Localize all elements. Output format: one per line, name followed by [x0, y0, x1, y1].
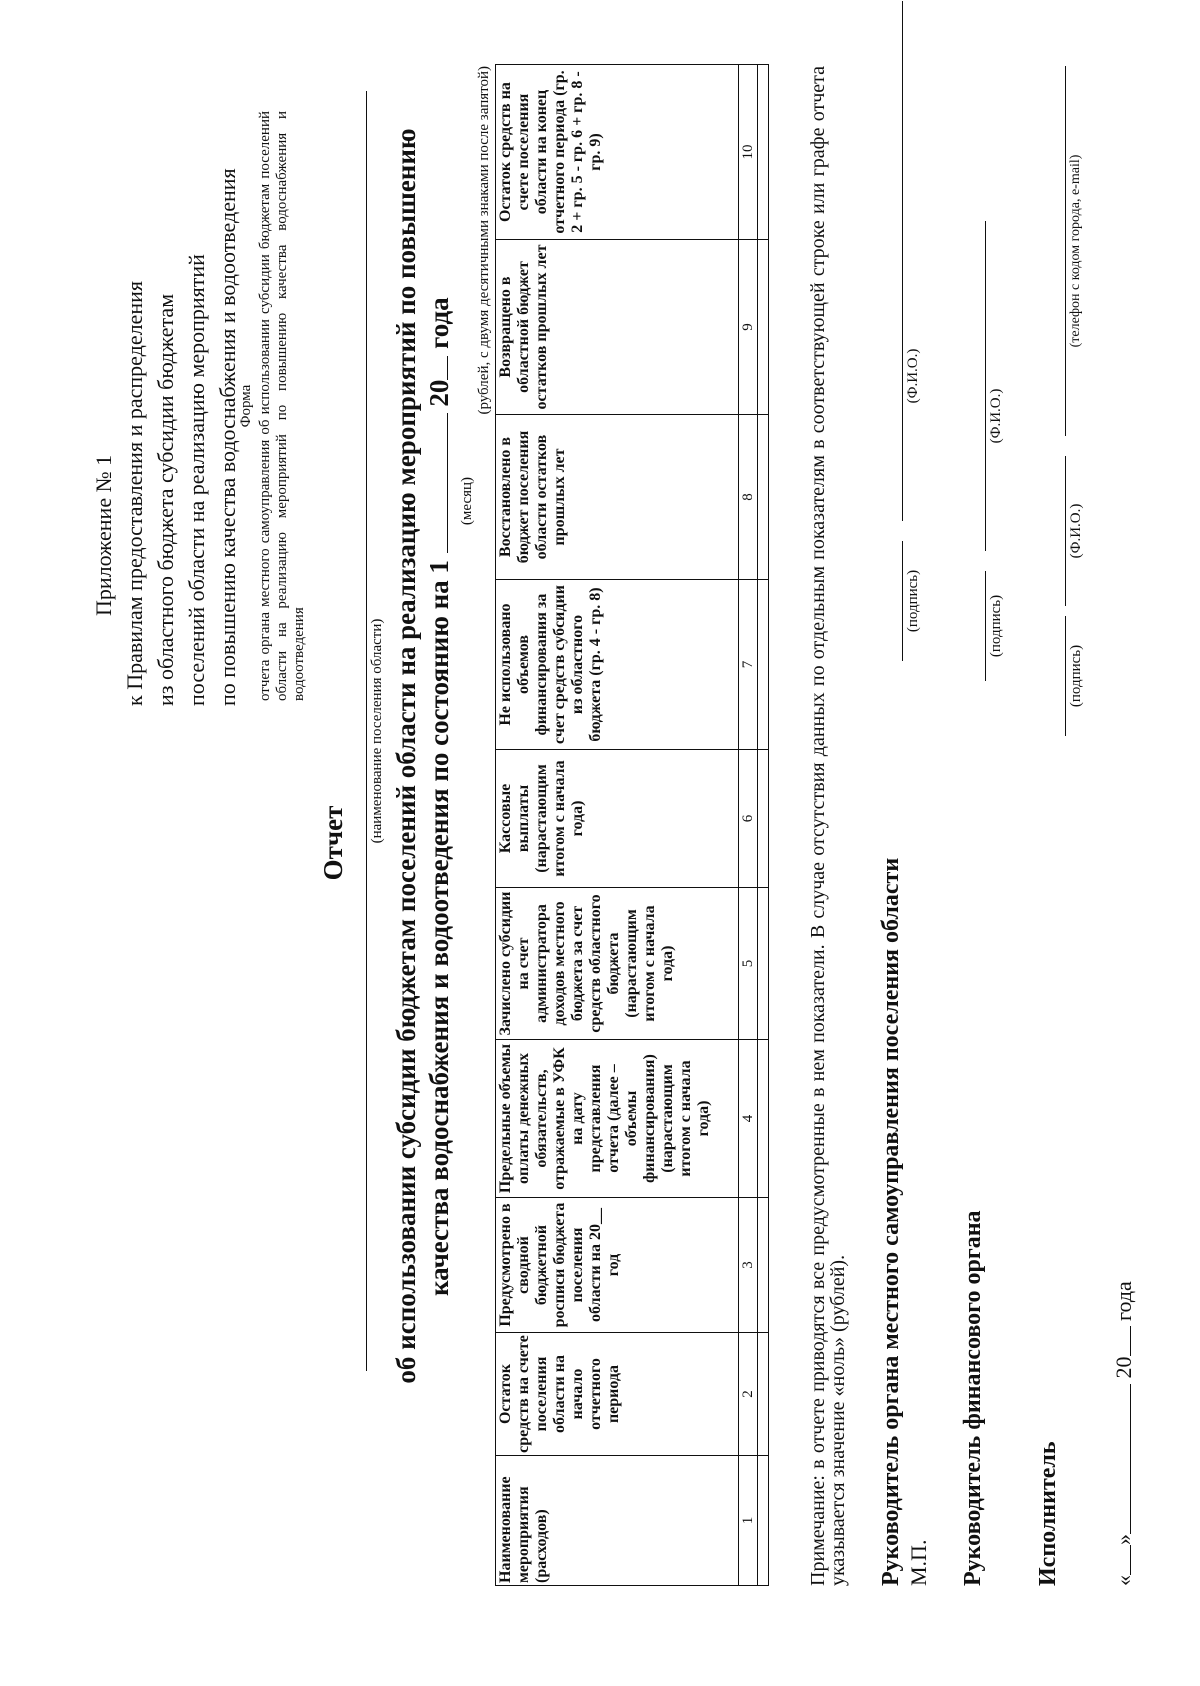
- settlement-name-field[interactable]: [366, 91, 367, 1371]
- column-number: 6: [739, 750, 758, 888]
- column-header: Предусмотрено в сводной бюджетной росписи бюджета поселения области на 20__ год: [496, 1198, 739, 1333]
- table-cell[interactable]: [758, 1333, 769, 1456]
- form-label: Форма: [238, 384, 254, 428]
- table-cell[interactable]: [758, 1198, 769, 1333]
- appendix-line: по повышению качества водоснабжения и водоотведения: [215, 168, 240, 706]
- table-cell[interactable]: [758, 888, 769, 1040]
- column-header: Остаток средств на счете поселения области на начало отчетного периода: [496, 1333, 739, 1456]
- column-header: Кассовые выплаты (нарастающим итогом с начала года): [496, 750, 739, 888]
- date-year-suffix: года: [1111, 1281, 1136, 1321]
- column-header: Восстановлено в бюджет поселения области остатков прошлых лет: [496, 415, 739, 580]
- form-text: отчета органа местного самоуправления об использовании субсидии бюджетам поселений области на реализацию мероприятий по повышению качества водоснабжения и водоотведения: [257, 111, 307, 701]
- column-number: 7: [739, 580, 758, 750]
- table-row[interactable]: [758, 65, 769, 1586]
- table-cell[interactable]: [758, 1456, 769, 1586]
- report-subtitle: [390, 86, 456, 1426]
- subtitle-line-2: [423, 86, 456, 1426]
- appendix-header: [88, 66, 243, 706]
- subtitle-line-2-text: качества водоснабжения и водоотведения по состоянию на 1: [424, 560, 454, 1296]
- appendix-line: к Правилам предоставления и распределения: [122, 281, 147, 706]
- fio-caption: (Ф.И.О.): [988, 388, 1004, 444]
- month-caption: (месяц): [459, 476, 475, 526]
- executor-signature-field[interactable]: [1065, 616, 1066, 736]
- signature-caption: (подпись): [905, 569, 921, 633]
- table-cell[interactable]: [758, 1040, 769, 1198]
- table-cell[interactable]: [758, 415, 769, 580]
- column-header: Зачислено субсидии на счет администратора доходов местного бюджета за счет средств областного бюджета (нарастающим итогом с начала года): [496, 888, 739, 1040]
- date-year-prefix: 20: [1111, 1356, 1136, 1379]
- signature-caption: (подпись): [988, 594, 1004, 658]
- fin-org-label: Руководитель финансового органа: [960, 1210, 986, 1586]
- fin-name-field[interactable]: [985, 221, 986, 551]
- appendix-line: из областного бюджета субсидии бюджетам: [153, 293, 178, 706]
- table-cell[interactable]: [758, 580, 769, 750]
- settlement-caption: (наименование поселения области): [369, 618, 385, 844]
- units-caption: (рублей, с двумя десятичными знаками после запятой): [476, 66, 492, 415]
- head-name-field[interactable]: [902, 1, 903, 521]
- subtitle-line-1: об использовании субсидии бюджетам поселений области на реализацию мероприятий по повышению: [391, 128, 421, 1384]
- table-cell[interactable]: [758, 750, 769, 888]
- signature-caption: (подпись): [1068, 644, 1084, 708]
- date-month-field[interactable]: [1110, 1384, 1131, 1534]
- note-text: Примечание: в отчете приводятся все предусмотренные в нем показатели. В случае отсутствия данных по отдельным показателям в соответствующей строке или графе отчета указывается значение «ноль» (рублей).: [807, 66, 849, 1586]
- column-number: 2: [739, 1333, 758, 1456]
- year-field[interactable]: [425, 356, 448, 380]
- fio-caption: (Ф.И.О.): [905, 348, 921, 404]
- column-header: Возвращено в областной бюджет остатков прошлых лет: [496, 240, 739, 415]
- report-title: Отчет: [318, 805, 348, 881]
- executor-label: Исполнитель: [1035, 1441, 1061, 1586]
- subtitle-year-prefix: 20: [424, 379, 454, 407]
- date-open-quote: «: [1111, 1575, 1136, 1586]
- month-field[interactable]: [425, 413, 448, 553]
- column-header: Остаток средств на счете поселения области на конец отчетного периода (гр. 2 + гр. 5 - гр. 6 + гр. 8 - гр. 9): [496, 65, 739, 240]
- column-number: 8: [739, 415, 758, 580]
- column-number: 3: [739, 1198, 758, 1333]
- executor-phone-field[interactable]: [1065, 66, 1066, 436]
- date-year-field[interactable]: [1110, 1327, 1131, 1357]
- table-cell[interactable]: [758, 240, 769, 415]
- fio-caption: (Ф.И.О.): [1068, 503, 1084, 559]
- column-number: 1: [739, 1456, 758, 1586]
- phone-caption: (телефон с кодом города, e-mail): [1068, 154, 1083, 348]
- form-description: [238, 111, 308, 701]
- day-field[interactable]: [1110, 1545, 1131, 1575]
- subtitle-year-suffix: года: [424, 297, 454, 349]
- date-close-quote: »: [1111, 1534, 1136, 1545]
- column-header: Не использовано объемов финансирования за счет средств субсидии из областного бюджета (гр. 4 - гр. 8): [496, 580, 739, 750]
- column-number-row: [739, 65, 758, 1586]
- executor-name-field[interactable]: [1065, 456, 1066, 606]
- date-line: [1110, 1281, 1137, 1586]
- column-header: Наименование мероприятия (расходов): [496, 1456, 739, 1586]
- stamp-place-label: М.П.: [906, 1539, 931, 1586]
- table-header-row: [496, 65, 739, 1586]
- appendix-title: Приложение № 1: [91, 454, 116, 616]
- head-org-label: Руководитель органа местного самоуправления поселения области: [878, 857, 904, 1586]
- report-table: [495, 64, 769, 1586]
- head-signature-field[interactable]: [902, 541, 903, 661]
- column-header: Предельные объемы оплаты денежных обязательств, отражаемые в УФК на дату представления отчета (далее – объемы финансирования) (нарастающим итогом с начала года): [496, 1040, 739, 1198]
- column-number: 5: [739, 888, 758, 1040]
- column-number: 9: [739, 240, 758, 415]
- column-number: 4: [739, 1040, 758, 1198]
- column-number: 10: [739, 65, 758, 240]
- appendix-line: поселений области на реализацию мероприятий: [184, 254, 209, 706]
- table-cell[interactable]: [758, 65, 769, 240]
- fin-signature-field[interactable]: [985, 571, 986, 681]
